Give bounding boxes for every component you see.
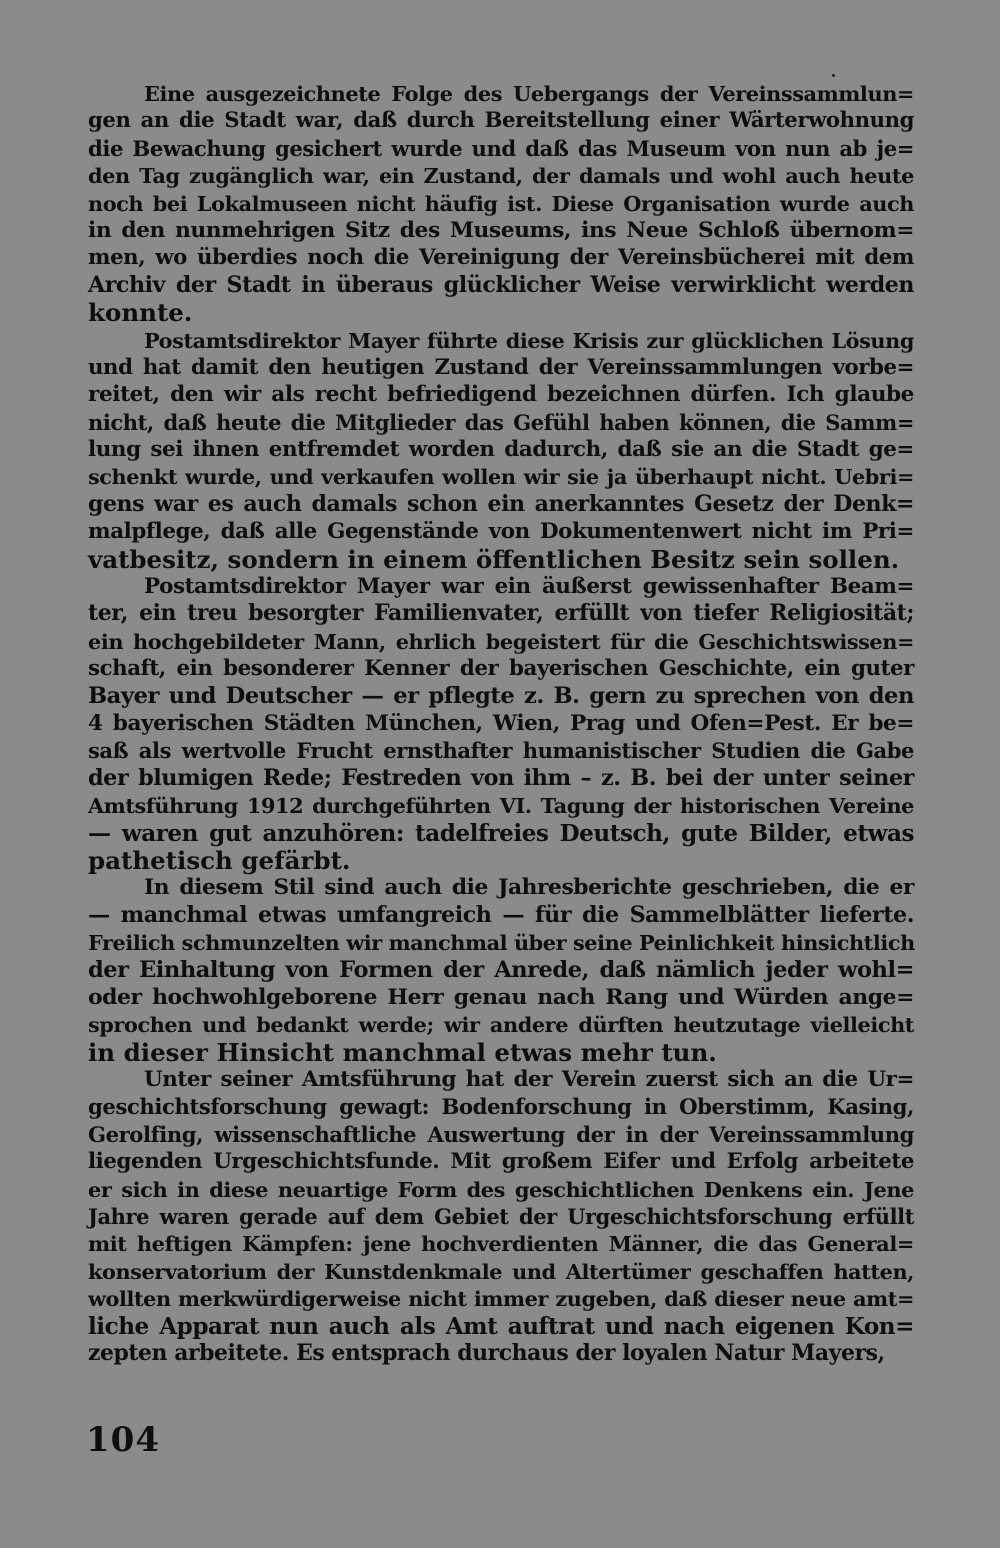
text-line: Archiv der Stadt in überaus glücklicher Weise verwirklicht werden: [88, 271, 914, 298]
page-number: 104: [86, 1420, 160, 1460]
text-line: Eine ausgezeichnete Folge des Uebergangs der Vereinssammlun=: [144, 81, 914, 106]
paragraph: [88, 1066, 914, 1367]
text-line: den Tag zugänglich war, ein Zustand, der damals und wohl auch heute: [88, 163, 914, 189]
text-line: geschichtsforschung gewagt: Bodenforschung in Oberstimm, Kasing,: [88, 1094, 914, 1120]
text-line: reitet, den wir als recht befriedigend bezeichnen dürfen. Ich glaube: [88, 382, 914, 408]
text-line: mit heftigen Kämpfen: jene hochverdienten Männer, die das General=: [88, 1231, 914, 1257]
text-line: oder hochwohlgeborene Herr genau nach Rang und Würden ange=: [88, 983, 914, 1010]
text-line: nicht, daß heute die Mitglieder das Gefühl haben können, die Samm=: [88, 409, 914, 435]
text-line: lung sei ihnen entfremdet worden dadurch, daß sie an die Stadt ge=: [88, 437, 914, 463]
text-line: ein hochgebildeter Mann, ehrlich begeistert für die Geschichtswissen=: [88, 628, 914, 654]
text-line: der blumigen Rede; Festreden von ihm – z. B. bei der unter seiner: [88, 764, 914, 791]
text-line: gens war es auch damals schon ein anerkanntes Gesetz der Denk=: [88, 490, 914, 517]
text-line: der Einhaltung von Formen der Anrede, daß nämlich jeder wohl=: [88, 956, 914, 983]
text-line: sprochen und bedankt werde; wir andere dürften heutzutage vielleicht: [88, 1012, 914, 1038]
text-line: In diesem Stil sind auch die Jahresberichte geschrieben, die er: [144, 875, 914, 901]
text-line: malpflege, daß alle Gegenstände von Dokumentenwert nicht im Pri=: [88, 519, 914, 545]
text-line: pathetisch gefärbt.: [88, 845, 351, 875]
text-line: liche Apparat nun auch als Amt auftrat und nach eigenen Kon=: [88, 1312, 914, 1340]
text-line: die Bewachung gesichert wurde und daß das Museum von nun ab je=: [88, 135, 914, 161]
text-line: saß als wertvolle Frucht ernsthafter humanistischer Studien die Gabe: [88, 738, 914, 764]
text-line: und hat damit den heutigen Zustand der Vereinssammlungen vorbe=: [88, 354, 914, 380]
paragraph: [88, 327, 914, 574]
text-line: in den nunmehrigen Sitz des Museums, ins Neue Schloß übernom=: [88, 217, 914, 243]
text-line: Freilich schmunzelten wir manchmal über seine Peinlichkeit hinsichtlich: [88, 930, 915, 956]
text-line: Postamtsdirektor Mayer war ein äußerst gewissenhafter Beam=: [144, 574, 914, 600]
text-line: schenkt wurde, und verkaufen wollen wir sie ja überhaupt nicht. Uebri=: [88, 464, 914, 490]
paragraph: [88, 80, 914, 327]
text-line: schaft, ein besonderer Kenner der bayerischen Geschichte, ein guter: [88, 656, 914, 682]
paragraph: [88, 573, 914, 874]
text-line: gen an die Stadt war, daß durch Bereitstellung einer Wärterwohnung: [88, 108, 914, 134]
text-line: Amtsführung 1912 durchgeführten VI. Tagung der historischen Vereine: [88, 793, 914, 819]
paragraph: [88, 874, 914, 1066]
text-line: noch bei Lokalmuseen nicht häufig ist. Diese Organisation wurde auch: [88, 190, 914, 216]
text-line: liegenden Urgeschichtsfunde. Mit großem Eifer und Erfolg arbeitete: [88, 1149, 914, 1175]
text-line: vatbesitz, sondern in einem öffentlichen Besitz sein sollen.: [88, 544, 900, 574]
text-line: Postamtsdirektor Mayer führte diese Krisis zur glücklichen Lösung: [144, 327, 914, 353]
text-line: Jahre waren gerade auf dem Gebiet der Urgeschichtsforschung erfüllt: [88, 1204, 914, 1230]
text-line: ter, ein treu besorgter Familienvater, erfüllt von tiefer Religiosität;: [88, 600, 914, 627]
text-line: Gerolfing, wissenschaftliche Auswertung der in der Vereinssammlung: [88, 1121, 914, 1147]
text-line: 4 bayerischen Städten München, Wien, Prag und Ofen=Pest. Er be=: [88, 710, 914, 736]
text-line: — waren gut anzuhören: tadelfreies Deutsch, gute Bilder, etwas: [88, 819, 914, 847]
print-speck: [832, 74, 835, 77]
text-line: Unter seiner Amtsführung hat der Verein zuerst sich an die Ur=: [144, 1067, 914, 1093]
text-line: konservatorium der Kunstdenkmale und Altertümer geschaffen hatten,: [88, 1258, 914, 1284]
text-line: men, wo überdies noch die Vereinigung der Vereinsbücherei mit dem: [88, 245, 914, 271]
body-text: [88, 80, 914, 1367]
text-line: in dieser Hinsicht manchmal etwas mehr tun.: [88, 1037, 717, 1067]
text-line: Bayer und Deutscher — er pflegte z. B. gern zu sprechen von den: [88, 682, 914, 709]
text-line: — manchmal etwas umfangreich — für die Sammelblätter lieferte.: [88, 901, 914, 928]
text-line: zepten arbeitete. Es entsprach durchaus der loyalen Natur Mayers,: [88, 1339, 885, 1366]
text-line: wollten merkwürdigerweise nicht immer zugeben, daß dieser neue amt=: [88, 1286, 914, 1312]
text-line: er sich in diese neuartige Form des geschichtlichen Denkens ein. Jene: [88, 1176, 914, 1202]
text-line: konnte.: [88, 298, 193, 328]
